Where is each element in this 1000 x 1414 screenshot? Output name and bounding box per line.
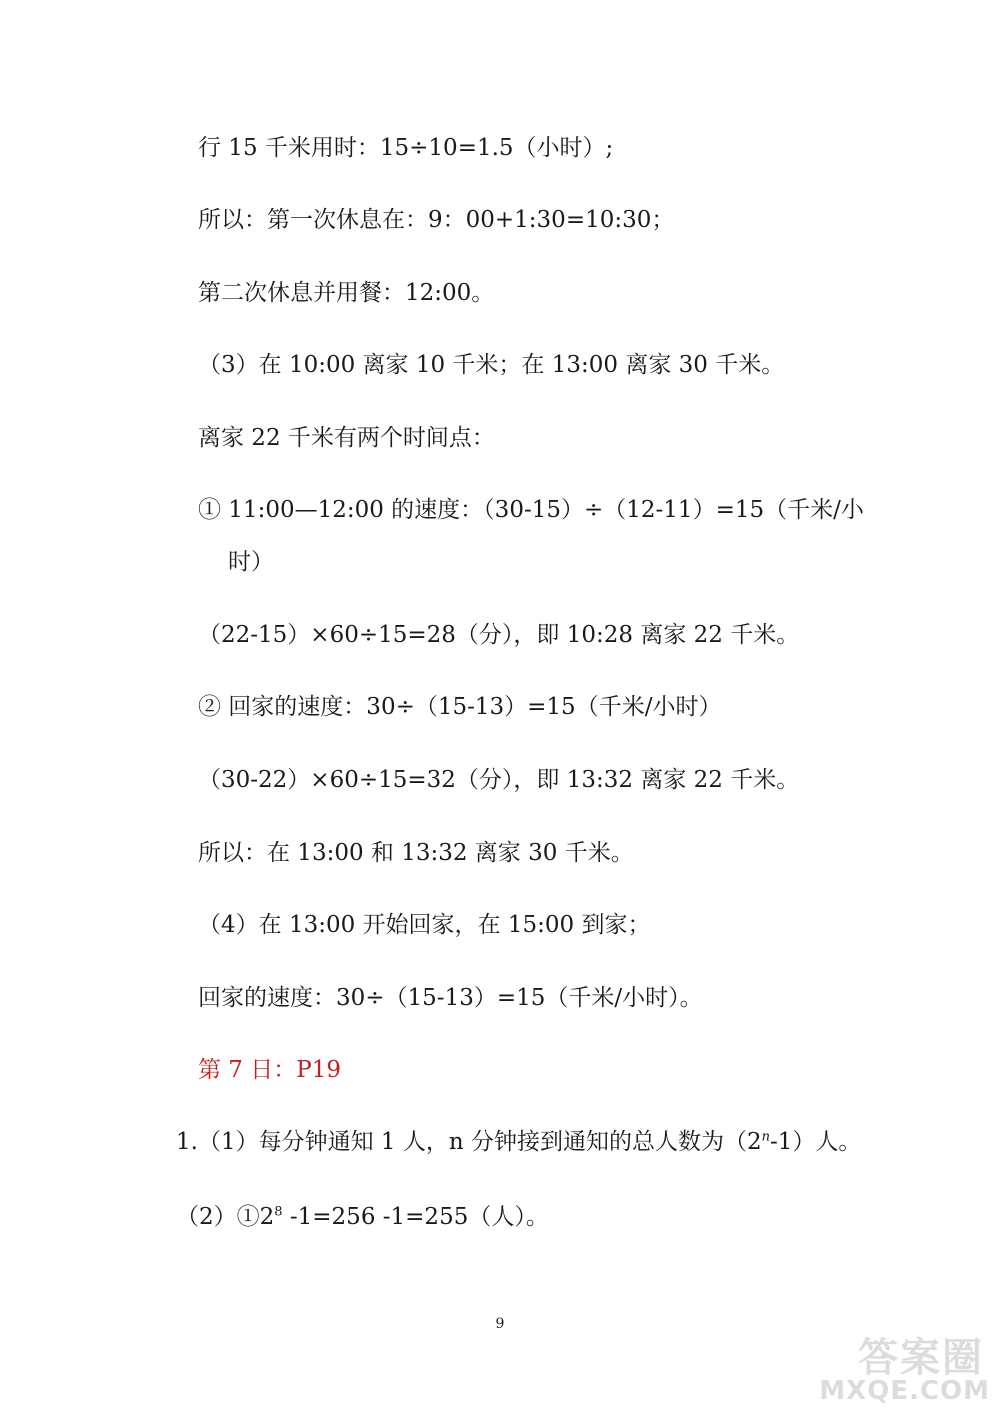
text-line: 所以：第一次休息在：9：00+1:30=10:30； (198, 207, 675, 233)
exponent: 8 (274, 1204, 283, 1220)
question-1-part-2 (176, 1202, 549, 1232)
q1-part1-text: 1.（1）每分钟通知 1 人，n 分钟接到通知的总人数为（2 (176, 1129, 762, 1155)
page-number: 9 (495, 1316, 505, 1332)
text-line: 行 15 千米用时：15÷10=1.5（小时）; (198, 135, 614, 161)
section-heading: 第 7 日：P19 (198, 1057, 341, 1083)
text-line: （4）在 13:00 开始回家，在 15:00 到家； (198, 912, 651, 938)
text-line: （30-22）×60÷15=32（分），即 13:32 离家 22 千米。 (198, 767, 800, 793)
exponent: n (761, 1129, 770, 1145)
text-line: 离家 22 千米有两个时间点： (198, 425, 495, 451)
watermark (819, 1326, 990, 1406)
question-1-part-1 (176, 1127, 861, 1157)
text-line: 回家的速度：30÷（15-13）=15（千米/小时）。 (198, 985, 703, 1011)
q1-part2-text: （2）①2 (176, 1204, 275, 1230)
q1-part1-text-end: -1）人。 (769, 1129, 862, 1155)
watermark-text: 答案圈 (858, 1335, 984, 1381)
text-line: ① 11:00—12:00 的速度：（30-15）÷（12-11）=15（千米/小 (198, 497, 864, 523)
text-line: 时） (228, 549, 274, 575)
q1-part2-text-end: -1=256 -1=255（人）。 (282, 1204, 549, 1230)
text-line: ② 回家的速度：30÷（15-13）=15（千米/小时） (198, 694, 722, 720)
watermark-url: MXQE.COM (819, 1376, 990, 1406)
text-line: （22-15）×60÷15=28（分），即 10:28 离家 22 千米。 (198, 622, 800, 648)
text-line: 第二次休息并用餐：12:00。 (198, 280, 495, 306)
text-line: （3）在 10:00 离家 10 千米；在 13:00 离家 30 千米。 (198, 352, 785, 378)
text-line: 所以：在 13:00 和 13:32 离家 30 千米。 (198, 840, 634, 866)
